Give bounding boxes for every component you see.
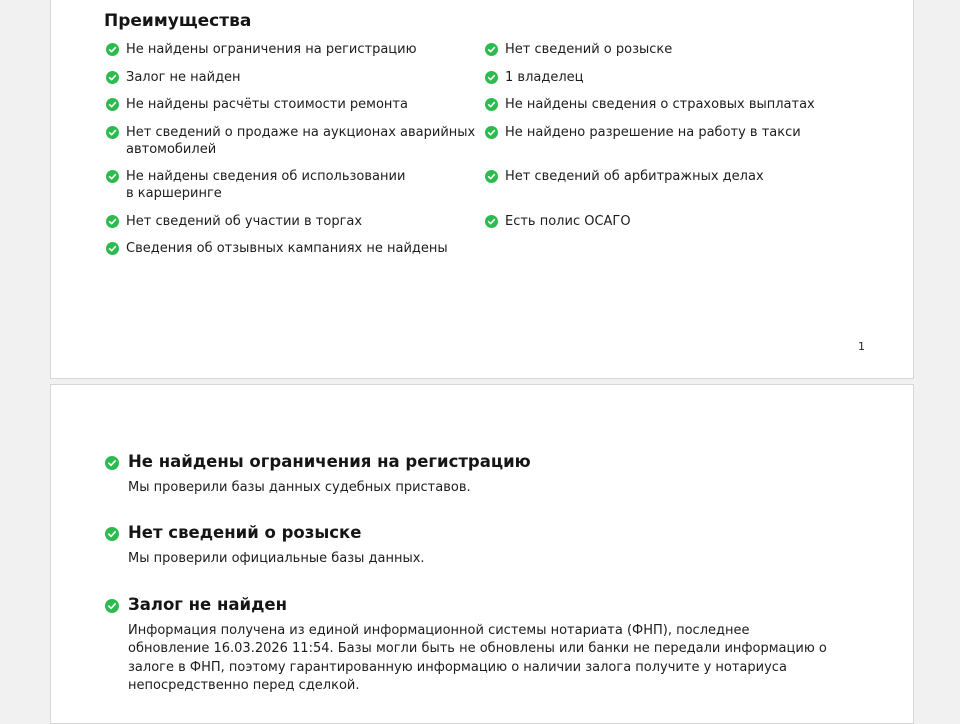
advantages-right-column (485, 41, 855, 240)
advantage-text: Не найдено разрешение на работу в такси (505, 124, 801, 140)
advantage-item (106, 213, 476, 230)
advantage-text: Залог не найден (126, 69, 241, 85)
check-circle-icon (106, 71, 119, 84)
check-circle-icon (106, 170, 119, 183)
check-circle-icon (106, 43, 119, 56)
advantage-text: Не найдены ограничения на регистрацию (126, 42, 417, 57)
check-circle-icon (106, 215, 119, 228)
advantage-item (485, 213, 855, 230)
advantage-text: 1 владелец (505, 69, 584, 85)
check-circle-icon (106, 98, 119, 111)
advantage-text: Сведения об отзывных кампаниях не найдены (126, 241, 448, 256)
detail-text: Информация получена из единой информационной системы нотариата (ФНП), последнее обновление 16.03.2026 11:54. Базы могли быть не обновлены или банки не передали информацию о залоге в ФНП, поэтому гарантированную информацию о наличии залога получите у нотариуса непосредственно перед сделкой. (128, 623, 827, 693)
advantages-left-column (106, 41, 476, 268)
detail-section (105, 594, 825, 695)
advantage-text: Не найдены сведения об использовании в каршеринге (126, 169, 406, 201)
advantage-item (485, 168, 855, 185)
detail-title: Не найдены ограничения на регистрацию (128, 452, 531, 471)
check-circle-icon (485, 98, 498, 111)
detail-section (105, 522, 825, 568)
advantage-item (485, 41, 855, 58)
detail-heading (105, 451, 825, 473)
detail-heading (105, 594, 825, 616)
check-circle-icon (485, 71, 498, 84)
detail-section (105, 451, 825, 497)
check-circle-icon (485, 43, 498, 56)
advantage-text: Нет сведений о розыске (505, 42, 673, 57)
check-circle-icon (106, 126, 119, 139)
report-page-2 (50, 384, 914, 724)
advantage-item (106, 240, 476, 257)
advantage-text: Не найдены расчёты стоимости ремонта (126, 97, 408, 112)
detail-title: Нет сведений о розыске (128, 523, 362, 542)
check-circle-icon (105, 456, 119, 470)
advantage-item (106, 168, 476, 202)
advantage-text: Нет сведений об участии в торгах (126, 213, 363, 229)
advantages-title: Преимущества (104, 11, 252, 31)
advantage-text: Не найдены сведения о страховых выплатах (505, 97, 815, 112)
check-circle-icon (485, 126, 498, 139)
advantage-text: Нет сведений об арбитражных делах (505, 169, 764, 184)
check-circle-icon (105, 527, 119, 541)
check-circle-icon (106, 242, 119, 255)
advantage-item (106, 41, 476, 58)
advantage-text: Нет сведений о продаже на аукционах аварийных автомобилей (126, 124, 476, 157)
check-circle-icon (485, 170, 498, 183)
advantage-item (485, 69, 855, 86)
report-page-1 (50, 0, 914, 379)
detail-heading (105, 522, 825, 544)
check-circle-icon (105, 599, 119, 613)
advantage-item (106, 69, 476, 86)
check-circle-icon (485, 215, 498, 228)
advantage-item (485, 96, 855, 113)
advantage-item (106, 124, 476, 158)
detail-text: Мы проверили базы данных судебных приставов. (128, 480, 471, 495)
page-number: 1 (858, 340, 865, 353)
advantage-item (485, 124, 855, 141)
advantage-text: Есть полис ОСАГО (505, 213, 631, 229)
detail-text: Мы проверили официальные базы данных. (128, 551, 425, 566)
detail-title: Залог не найден (128, 595, 287, 614)
advantage-item (106, 96, 476, 113)
